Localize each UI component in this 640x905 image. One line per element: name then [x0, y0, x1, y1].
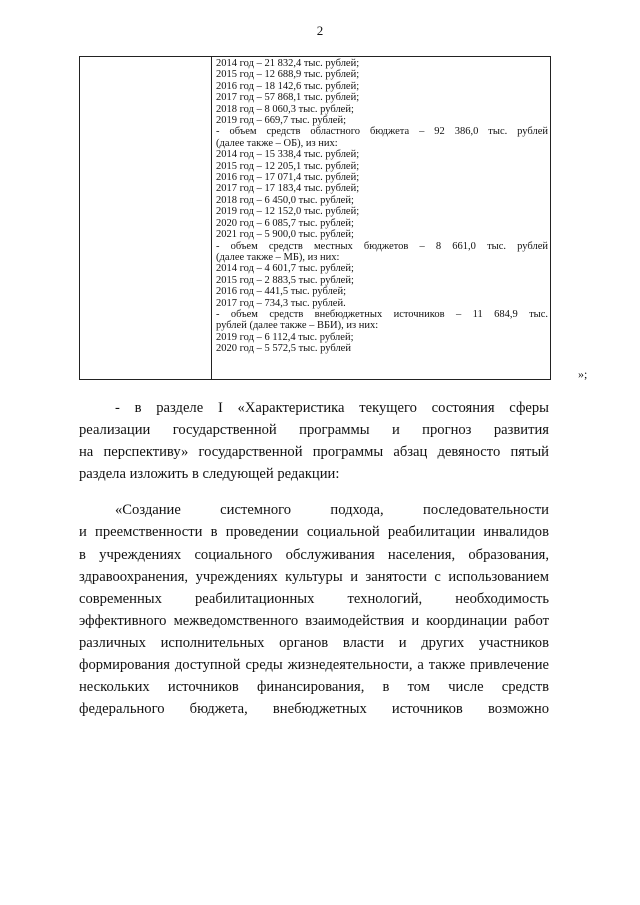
funding-line: 2021 год – 5 900,0 тыс. рублей;: [216, 229, 354, 241]
text-line: раздела изложить в следующей редакции:: [79, 466, 340, 483]
funding-line: 2015 год – 12 205,1 тыс. рублей;: [216, 160, 360, 172]
funding-line: - объем средств внебюджетных источников – 11 684,9 тыс.: [216, 308, 548, 320]
text-line: современных реабилитационных технологий, необходимость: [79, 590, 549, 607]
text-line: нескольких источников финансирования, в том числе средств: [79, 679, 549, 696]
text-line: различных исполнительных органов власти и других участников: [79, 634, 549, 651]
funding-line: 2016 год – 17 071,4 тыс. рублей;: [216, 172, 360, 184]
funding-line: 2018 год – 6 450,0 тыс. рублей;: [216, 194, 354, 206]
funding-table: [79, 56, 551, 380]
text-line: «Создание системного подхода, последовательности: [115, 502, 549, 519]
funding-line: (далее также – ОБ), из них:: [216, 137, 338, 149]
funding-table-empty-cell: [80, 57, 212, 379]
text-line: и преемственности в проведении социальной реабилитации инвалидов: [79, 524, 549, 541]
funding-line: - объем средств местных бюджетов – 8 661,0 тыс. рублей: [216, 240, 548, 252]
closing-quote: »;: [578, 367, 588, 381]
funding-line: 2017 год – 734,3 тыс. рублей.: [216, 297, 346, 309]
funding-line: 2015 год – 2 883,5 тыс. рублей;: [216, 274, 354, 286]
funding-line: 2019 год – 669,7 тыс. рублей;: [216, 115, 347, 127]
funding-line: 2014 год – 15 338,4 тыс. рублей;: [216, 149, 360, 161]
funding-line: 2016 год – 441,5 тыс. рублей;: [216, 286, 347, 298]
text-line: реализации государственной программы и прогноз развития: [79, 422, 549, 439]
text-line: эффективного межведомственного взаимодействия и координации работ: [79, 612, 549, 629]
amendment-text: [79, 397, 549, 720]
text-line: федерального бюджета, внебюджетных источников возможно: [79, 701, 549, 718]
funding-line: 2014 год – 21 832,4 тыс. рублей;: [216, 58, 360, 69]
amendment-paragraph: [79, 397, 549, 485]
funding-line: 2019 год – 12 152,0 тыс. рублей;: [216, 206, 360, 218]
funding-table-details-cell: [213, 57, 550, 355]
text-line: в учреждениях социального обслуживания населения, образования,: [79, 546, 549, 563]
quoted-paragraph: [79, 499, 549, 720]
funding-line: 2019 год – 6 112,4 тыс. рублей;: [216, 331, 354, 343]
funding-line: 2014 год – 4 601,7 тыс. рублей;: [216, 263, 354, 275]
funding-line: - объем средств областного бюджета – 92 386,0 тыс. рублей: [216, 126, 548, 138]
funding-line: 2018 год – 8 060,3 тыс. рублей;: [216, 103, 354, 115]
funding-line: 2016 год – 18 142,6 тыс. рублей;: [216, 80, 360, 92]
funding-line: 2015 год – 12 688,9 тыс. рублей;: [216, 69, 360, 81]
funding-line: 2020 год – 6 085,7 тыс. рублей;: [216, 217, 354, 229]
text-line: здравоохранения, учреждениях культуры и занятости с использованием: [79, 568, 549, 585]
page-number: 2: [316, 23, 324, 38]
funding-line: 2017 год – 57 868,1 тыс. рублей;: [216, 92, 360, 104]
text-line: на перспективу» государственной программы абзац девяносто пятый: [79, 444, 549, 461]
text-line: - в разделе I «Характеристика текущего состояния сферы: [115, 400, 549, 416]
text-line: формирования доступной среды жизнедеятельности, а также привлечение: [79, 657, 549, 674]
funding-line: 2020 год – 5 572,5 тыс. рублей: [216, 343, 351, 355]
funding-line: рублей (далее также – ВБИ), из них:: [216, 320, 379, 332]
funding-line: (далее также – МБ), из них:: [216, 251, 340, 263]
funding-line: 2017 год – 17 183,4 тыс. рублей;: [216, 183, 360, 195]
